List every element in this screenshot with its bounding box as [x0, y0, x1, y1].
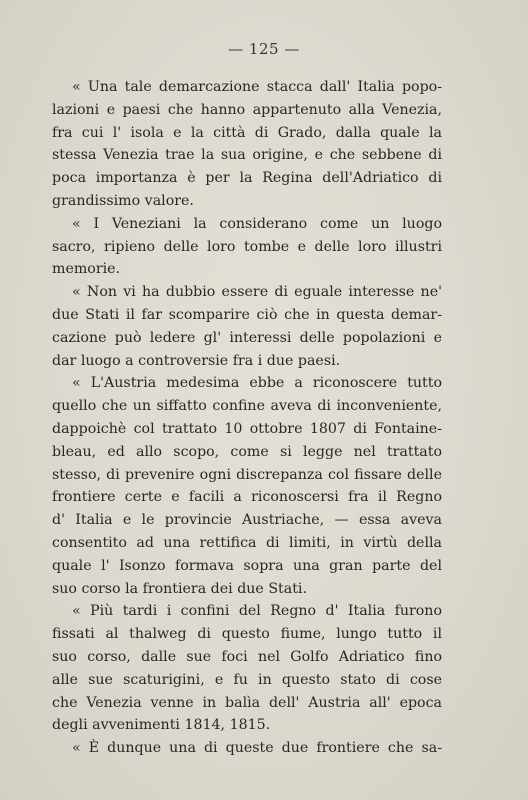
text-line: « I Veneziani la considerano come un luogo — [72, 215, 442, 232]
text-line: suo corso, dalle sue foci nel Golfo Adriatico fino — [52, 648, 442, 665]
text-line: alle sue scaturigini, e fu in questo stato di cose — [52, 671, 442, 688]
text-line: « È dunque una di queste due frontiere che sa- — [72, 740, 442, 757]
text-line: degli avvenimenti 1814, 1815. — [52, 717, 271, 734]
text-line: d' Italia e le provincie Austriache, — essa aveva — [52, 512, 442, 529]
text-line: suo corso la frontiera dei due Stati. — [52, 580, 307, 597]
text-line: cazione può ledere gl' interessi delle popolazioni e — [52, 329, 442, 346]
text-line: « Più tardi i confini del Regno d' Italia furono — [72, 603, 442, 620]
body-text — [52, 76, 442, 760]
text-line: dar luogo a controversie fra i due paesi. — [52, 352, 341, 369]
page-number: — 125 — — [228, 40, 300, 58]
text-line: fra cui l' isola e la città di Grado, dalla quale la — [52, 124, 442, 141]
text-line: lazioni e paesi che hanno appartenuto alla Venezia, — [52, 101, 442, 118]
text-line: « Una tale demarcazione stacca dall' Italia popo- — [72, 79, 442, 95]
text-line: quale l' Isonzo formava sopra una gran parte del — [52, 557, 442, 574]
text-line: consentito ad una rettifica di limiti, in virtù della — [52, 534, 442, 551]
text-line: che Venezia venne in balìa dell' Austria all' epoca — [52, 694, 442, 711]
text-line: bleau, ed allo scopo, come si legge nel trattato — [52, 443, 442, 460]
text-line: fissati al thalweg di questo fiume, lungo tutto il — [52, 626, 442, 643]
text-line: poca importanza è per la Regina dell'Adriatico di — [52, 170, 442, 187]
text-line: quello che un siffatto confine aveva di inconveniente, — [52, 398, 442, 415]
text-line: « L'Austria medesima ebbe a riconoscere tutto — [72, 375, 442, 392]
text-line: sacro, ripieno delle loro tombe e delle loro illustri — [52, 238, 442, 255]
text-line: memorie. — [52, 261, 121, 278]
text-line: « Non vi ha dubbio essere di eguale interesse ne' — [72, 284, 442, 301]
text-line: dappoichè col trattato 10 ottobre 1807 di Fontaine- — [52, 420, 442, 437]
text-line: frontiere certe e facili a riconoscersi fra il Regno — [52, 489, 442, 506]
text-line: stesso, di prevenire ogni discrepanza col fissare delle — [52, 466, 442, 483]
text-line: stessa Venezia trae la sua origine, e che sebbene di — [52, 147, 442, 164]
text-line: grandissimo valore. — [52, 192, 194, 209]
text-line: due Stati il far scomparire ciò che in questa demar- — [52, 306, 442, 323]
